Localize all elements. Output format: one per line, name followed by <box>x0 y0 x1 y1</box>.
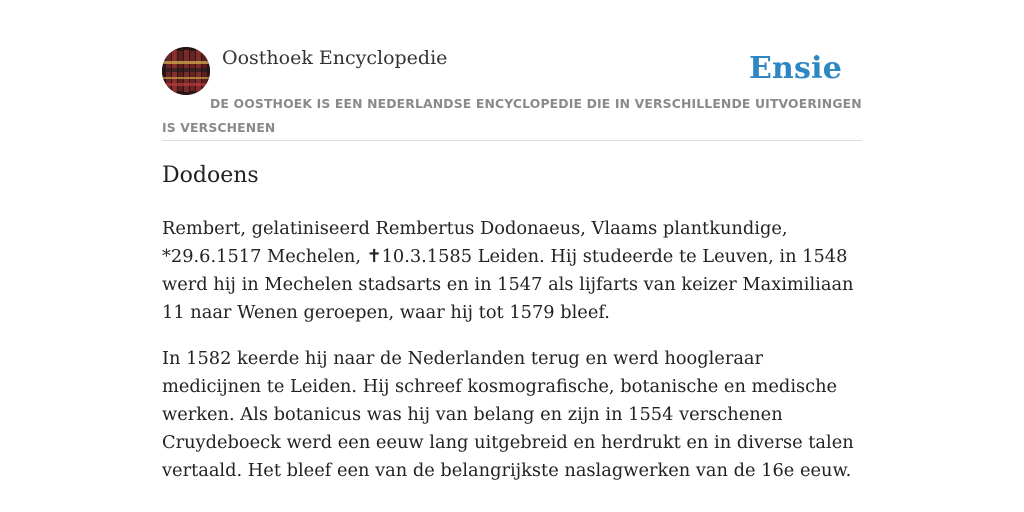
encyclopedia-books-avatar[interactable] <box>162 47 210 95</box>
article-paragraph: In 1582 keerde hij naar de Nederlanden terug en werd hoogleraar medicijnen te Leiden. Hij schreef kosmografische, botanische en medische werken. Als botanicus was hij van belang en zijn in 1554 verschenen Cruydeboeck werd een eeuw lang uitgebreid en herdrukt en in diverse talen vertaald. Het bleef een van de belangrijkste naslagwerken van de 16e eeuw. <box>162 348 854 481</box>
site-name-link[interactable]: Oosthoek Encyclopedie <box>222 47 448 69</box>
ensie-logo-link[interactable]: Ensie <box>748 51 842 86</box>
site-header <box>162 46 862 141</box>
article-body <box>162 215 862 503</box>
books-icon <box>162 47 210 95</box>
article-paragraph: Rembert, gelatiniseerd Rembertus Dodonaeus, Vlaams plantkundige, *29.6.1517 Mechelen, ✝10.3.1585 Leiden. Hij studeerde te Leuven, in 1548 werd hij in Mechelen stadsarts en in 1547 als lijfarts van keizer Maximiliaan 11 naar Wenen geroepen, waar hij tot 1579 bleef. <box>162 218 854 323</box>
site-tagline: DE OOSTHOEK IS EEN NEDERLANDSE ENCYCLOPEDIE DIE IN VERSCHILLENDE UITVOERINGEN IS VERSCHENEN <box>162 96 862 135</box>
article-title: Dodoens <box>162 163 259 188</box>
